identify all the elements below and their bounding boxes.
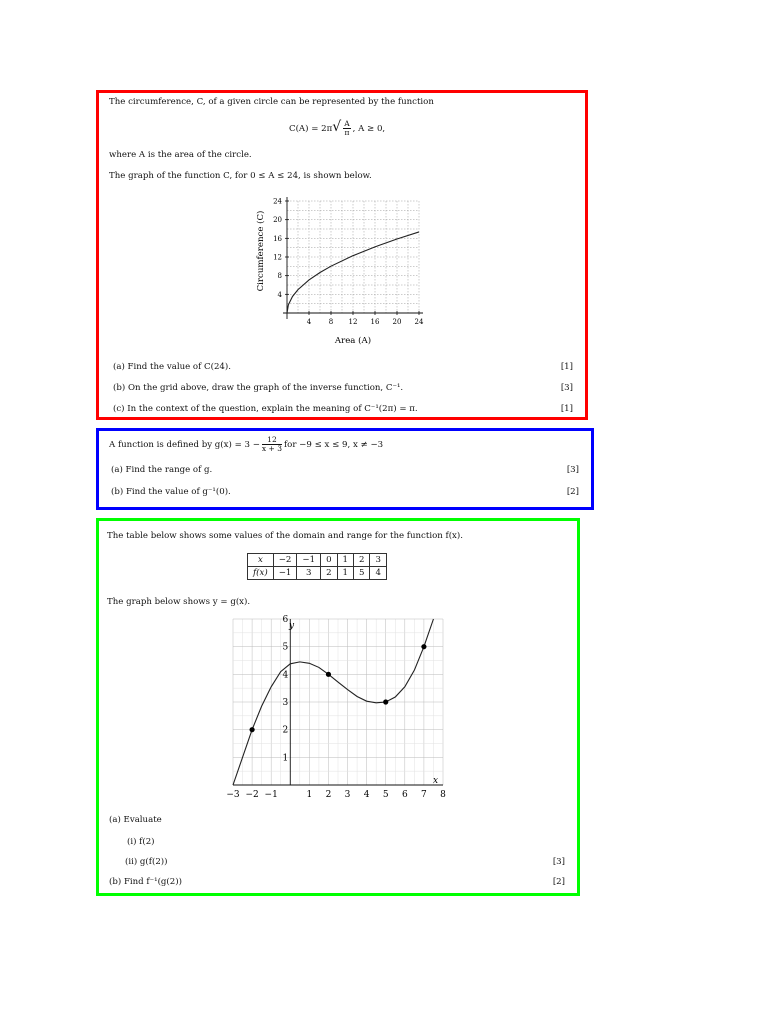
data-point: [249, 727, 254, 732]
y-tick-label: 24: [273, 197, 282, 206]
x-tick-label: −1: [264, 790, 278, 800]
table-cell: 3: [370, 554, 386, 567]
q1-part-b: (b) On the grid above, draw the graph of the inverse function, C⁻¹.: [113, 383, 404, 393]
q2-part-a: (a) Find the range of g.: [111, 465, 213, 475]
q1-intro: The circumference, C, of a given circle can be represented by the function: [109, 97, 434, 107]
q1-where: where A is the area of the circle.: [109, 150, 252, 160]
data-point: [421, 644, 426, 649]
q3-graph-intro: The graph below shows y = g(x).: [107, 597, 251, 607]
y-tick-label: 2: [282, 725, 289, 736]
y-tick-label: 6: [282, 615, 289, 625]
g-of-x-chart: [217, 611, 453, 811]
x-tick-label: 8: [328, 318, 334, 326]
y-tick-label: 5: [282, 642, 289, 653]
q2-stem: [109, 433, 383, 457]
x-tick-label: 24: [414, 318, 424, 326]
table-cell: 1: [337, 554, 353, 567]
x-axis-label: Area (A): [334, 336, 372, 346]
x-tick-label: 7: [421, 790, 427, 800]
y-tick-label: 16: [273, 234, 282, 243]
table-cell: −1: [273, 567, 297, 580]
q1-formula-fraction: $\frac{A}{\pi}$: [344, 119, 350, 137]
table-cell: 3: [297, 567, 321, 580]
q1-part-a-marks: [1]: [560, 362, 573, 372]
question-1-box: [96, 90, 588, 420]
q1-formula-condition: , A ≥ 0,: [352, 124, 386, 134]
q1-part-c-marks: [1]: [560, 404, 573, 414]
table-cell: 5: [354, 567, 370, 580]
table-cell: 2: [354, 554, 370, 567]
q1-part-c: (c) In the context of the question, explain the meaning of C⁻¹(2π) = π.: [113, 404, 418, 414]
q3-part-b-marks: [2]: [552, 877, 565, 887]
y-tick-label: 3: [282, 698, 289, 708]
x-tick-label: 5: [382, 790, 389, 800]
table-cell: 4: [370, 567, 386, 580]
y-tick-label: 8: [277, 272, 282, 281]
x-tick-label: 4: [306, 318, 312, 326]
y-tick-label: 4: [277, 290, 282, 299]
y-axis-label: y: [289, 621, 295, 631]
q2-part-a-marks: [3]: [566, 465, 579, 475]
y-tick-label: 20: [273, 216, 282, 225]
y-tick-label: 1: [282, 753, 289, 764]
x-axis-label: x: [433, 776, 439, 786]
q3-intro: The table below shows some values of the domain and range for the function f(x).: [107, 531, 463, 541]
x-tick-label: 8: [440, 790, 446, 800]
q3-part-a-marks: [3]: [552, 857, 565, 867]
q2-part-b-marks: [2]: [566, 487, 579, 497]
table-cell: 1: [337, 567, 353, 580]
function-table: [247, 553, 387, 580]
x-tick-label: 16: [370, 318, 380, 326]
q1-part-a: (a) Find the value of C(24).: [113, 362, 231, 372]
x-tick-label: 2: [325, 790, 332, 800]
q2-stem-lhs: A function is defined by g(x) = 3 −: [109, 440, 260, 450]
table-cell: 2: [321, 567, 337, 580]
q2-part-b: (b) Find the value of g⁻¹(0).: [111, 487, 231, 497]
q2-stem-domain: for −9 ≤ x ≤ 9, x ≠ −3: [283, 440, 384, 450]
q3-part-a-i: (i) f(2): [127, 837, 155, 847]
x-tick-label: −3: [226, 790, 240, 800]
y-tick-label: 12: [273, 253, 282, 262]
table-row: [248, 554, 387, 567]
x-tick-label: 4: [363, 790, 370, 800]
question-2-box: [96, 428, 594, 510]
circumference-chart: [249, 189, 439, 349]
y-tick-label: 4: [282, 670, 289, 681]
x-tick-label: 1: [306, 790, 313, 800]
q3-part-a-ii: (ii) g(f(2)): [125, 857, 168, 867]
q1-graph-intro: The graph of the function C, for 0 ≤ A ≤ 24, is shown below.: [109, 171, 372, 181]
q1-formula: C(A) = 2π√ $\frac{A}{\pi}$ , A ≥ 0,: [289, 119, 386, 137]
x-tick-label: 6: [401, 790, 408, 800]
x-tick-label: −2: [245, 790, 259, 800]
table-header-fx: f(x): [248, 567, 274, 580]
q1-part-b-marks: [3]: [560, 383, 573, 393]
table-cell: −1: [297, 554, 321, 567]
q3-part-b-label: (b) Find f⁻¹(g(2)): [109, 877, 182, 887]
x-tick-label: 12: [348, 318, 358, 326]
x-tick-label: 20: [392, 318, 402, 326]
table-row: [248, 567, 387, 580]
data-point: [326, 672, 331, 677]
q3-part-a-label: (a) Evaluate: [109, 815, 162, 825]
q2-fraction: $\frac{12}{x + 3}$: [261, 435, 282, 453]
table-cell: −2: [273, 554, 297, 567]
q1-formula-lhs: C(A) = 2π: [289, 124, 333, 134]
question-3-box: [96, 518, 580, 896]
y-axis-label: Circumference (C): [256, 210, 266, 292]
data-point: [383, 699, 388, 704]
table-header-x: x: [248, 554, 274, 567]
x-tick-label: 3: [344, 790, 351, 800]
table-cell: 0: [321, 554, 337, 567]
